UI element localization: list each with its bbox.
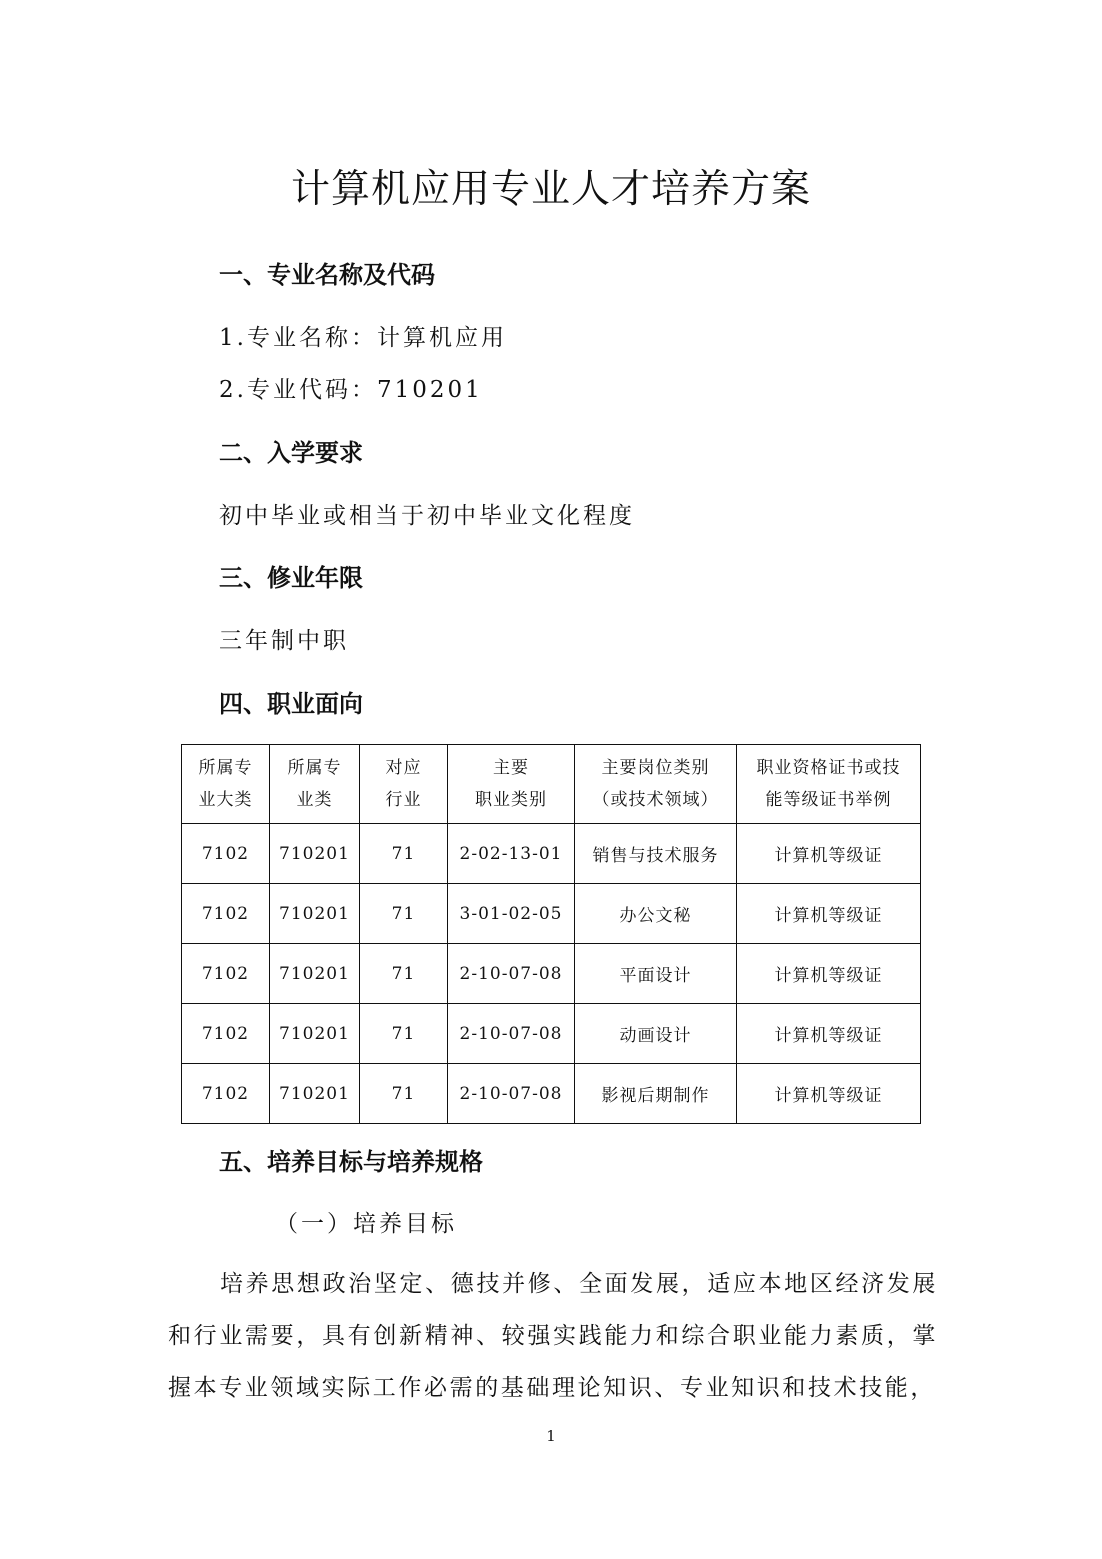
header-occupation: 主要 职业类别	[448, 745, 575, 824]
table-cell: 710201	[270, 824, 360, 884]
table-cell: 平面设计	[575, 944, 737, 1004]
table-header-row	[182, 745, 921, 824]
table-cell: 7102	[182, 1004, 270, 1064]
table-cell: 7102	[182, 944, 270, 1004]
section-2-heading: 二、入学要求	[219, 439, 363, 467]
header-major-class: 所属专 业类	[270, 745, 360, 824]
table-cell: 2-10-07-08	[448, 944, 575, 1004]
table-cell: 710201	[270, 1004, 360, 1064]
training-goal-paragraph: 培养思想政治坚定、德技并修、全面发展，适应本地区经济发展和行业需要，具有创新精神、较强实践能力和综合职业能力素质，掌握本专业领域实际工作必需的基础理论知识、专业知识和技术技能，	[168, 1271, 938, 1401]
table-cell: 710201	[270, 1064, 360, 1124]
header-major-category: 所属专 业大类	[182, 745, 270, 824]
section-5-heading: 五、培养目标与培养规格	[219, 1148, 483, 1176]
table-cell: 710201	[270, 944, 360, 1004]
table-row	[182, 1004, 921, 1064]
table-cell: 销售与技术服务	[575, 824, 737, 884]
table-cell: 动画设计	[575, 1004, 737, 1064]
table-cell: 计算机等级证	[737, 1004, 921, 1064]
document-title: 计算机应用专业人才培养方案	[290, 167, 811, 212]
table-row	[182, 884, 921, 944]
table-cell: 7102	[182, 884, 270, 944]
subsection-heading: （一）培养目标	[275, 1211, 457, 1237]
table-cell: 2-02-13-01	[448, 824, 575, 884]
table-cell: 影视后期制作	[575, 1064, 737, 1124]
career-orientation-table	[181, 744, 921, 1124]
admission-text: 初中毕业或相当于初中毕业文化程度	[219, 503, 635, 529]
table-cell: 71	[360, 944, 448, 1004]
table-cell: 7102	[182, 1064, 270, 1124]
section-3-heading: 三、修业年限	[219, 564, 363, 592]
table-cell: 7102	[182, 824, 270, 884]
table-cell: 办公文秘	[575, 884, 737, 944]
table-cell: 计算机等级证	[737, 824, 921, 884]
duration-text: 三年制中职	[219, 628, 349, 654]
table-cell: 71	[360, 1004, 448, 1064]
section-1-heading: 一、专业名称及代码	[219, 261, 435, 289]
section-4-heading: 四、职业面向	[219, 690, 363, 718]
table-cell: 71	[360, 1064, 448, 1124]
table-cell: 71	[360, 824, 448, 884]
table-cell: 2-10-07-08	[448, 1064, 575, 1124]
header-position: 主要岗位类别 （或技术领域）	[575, 745, 737, 824]
table-cell: 71	[360, 884, 448, 944]
table-cell: 2-10-07-08	[448, 1004, 575, 1064]
table-cell: 710201	[270, 884, 360, 944]
major-code-line: 2.专业代码：710201	[219, 377, 483, 403]
table-cell: 计算机等级证	[737, 1064, 921, 1124]
table-cell: 计算机等级证	[737, 884, 921, 944]
header-industry: 对应 行业	[360, 745, 448, 824]
table-cell: 3-01-02-05	[448, 884, 575, 944]
page-number: 1	[546, 1427, 556, 1445]
major-name-line: 1.专业名称：计算机应用	[219, 325, 507, 351]
table-row	[182, 824, 921, 884]
table-row	[182, 944, 921, 1004]
table-cell: 计算机等级证	[737, 944, 921, 1004]
table-row	[182, 1064, 921, 1124]
header-certificate: 职业资格证书或技 能等级证书举例	[737, 745, 921, 824]
